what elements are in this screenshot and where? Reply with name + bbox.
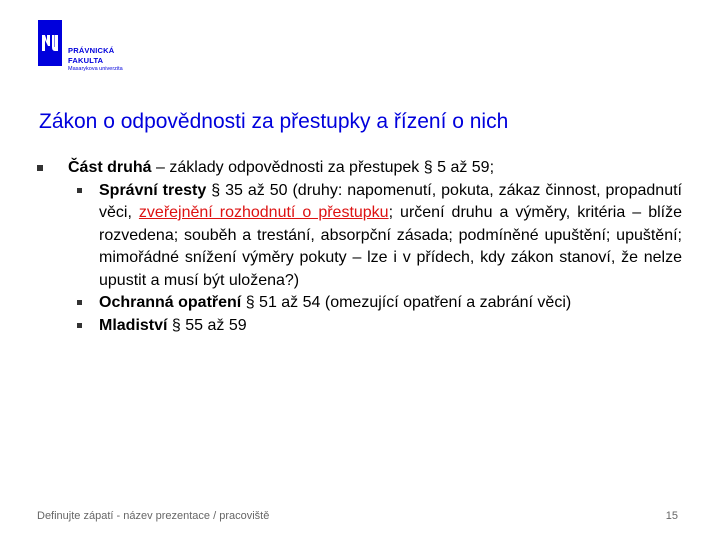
- footer-text: Definujte zápatí - název prezentace / pracoviště: [37, 510, 270, 522]
- highlighted-text: zveřejnění rozhodnutí o přestupku: [138, 204, 389, 221]
- list-item-level1: [37, 157, 682, 180]
- logo-text-line3: Masarykova univerzita: [68, 66, 123, 72]
- logo-text-line2: FAKULTA: [68, 56, 104, 65]
- item-text: – základy odpovědnosti za přestupek § 5 až 59;: [151, 159, 495, 176]
- logo-text-line1: PRÁVNICKÁ: [68, 46, 115, 55]
- subitem-text: § 51 až 54 (omezující opatření a zabrání věci): [241, 294, 572, 311]
- subitem-text: § 35 až 50 (druhy: napomenutí, pokuta, zákaz činnost, propadnutí věci,: [99, 181, 682, 221]
- list-item-level2: [37, 292, 682, 315]
- subitem-text-continued: ; určení druhu a výměry, kritéria – blíže rozvedena; souběh a trestání, absorpční zásada; podmíněné upuštění; upuštění; mimořádné snížení výměry pokuty – lze i v přídech, kdy zákon stanoví, že nelze upustit a musí být uložena?): [99, 204, 682, 289]
- subitem-heading: Ochranná opatření: [99, 294, 242, 311]
- square-bullet-icon: [77, 188, 82, 193]
- slide-content: [37, 157, 682, 337]
- item-heading: Část druhá: [68, 159, 152, 176]
- subitem-text: § 55 až 59: [167, 316, 247, 334]
- square-bullet-icon: [37, 165, 43, 171]
- slide-title: Zákon o odpovědnosti za přestupky a řízení o nich: [39, 110, 509, 133]
- page-number: 15: [665, 510, 678, 522]
- faculty-logo: [38, 20, 158, 72]
- subitem-heading: Mladiství: [99, 316, 168, 334]
- list-item-level2: [37, 315, 682, 338]
- subitem-heading: Správní tresty: [99, 181, 207, 199]
- list-item-level2: [37, 180, 682, 293]
- logo-mark-icon: [38, 20, 62, 66]
- square-bullet-icon: [77, 323, 82, 328]
- square-bullet-icon: [77, 300, 82, 305]
